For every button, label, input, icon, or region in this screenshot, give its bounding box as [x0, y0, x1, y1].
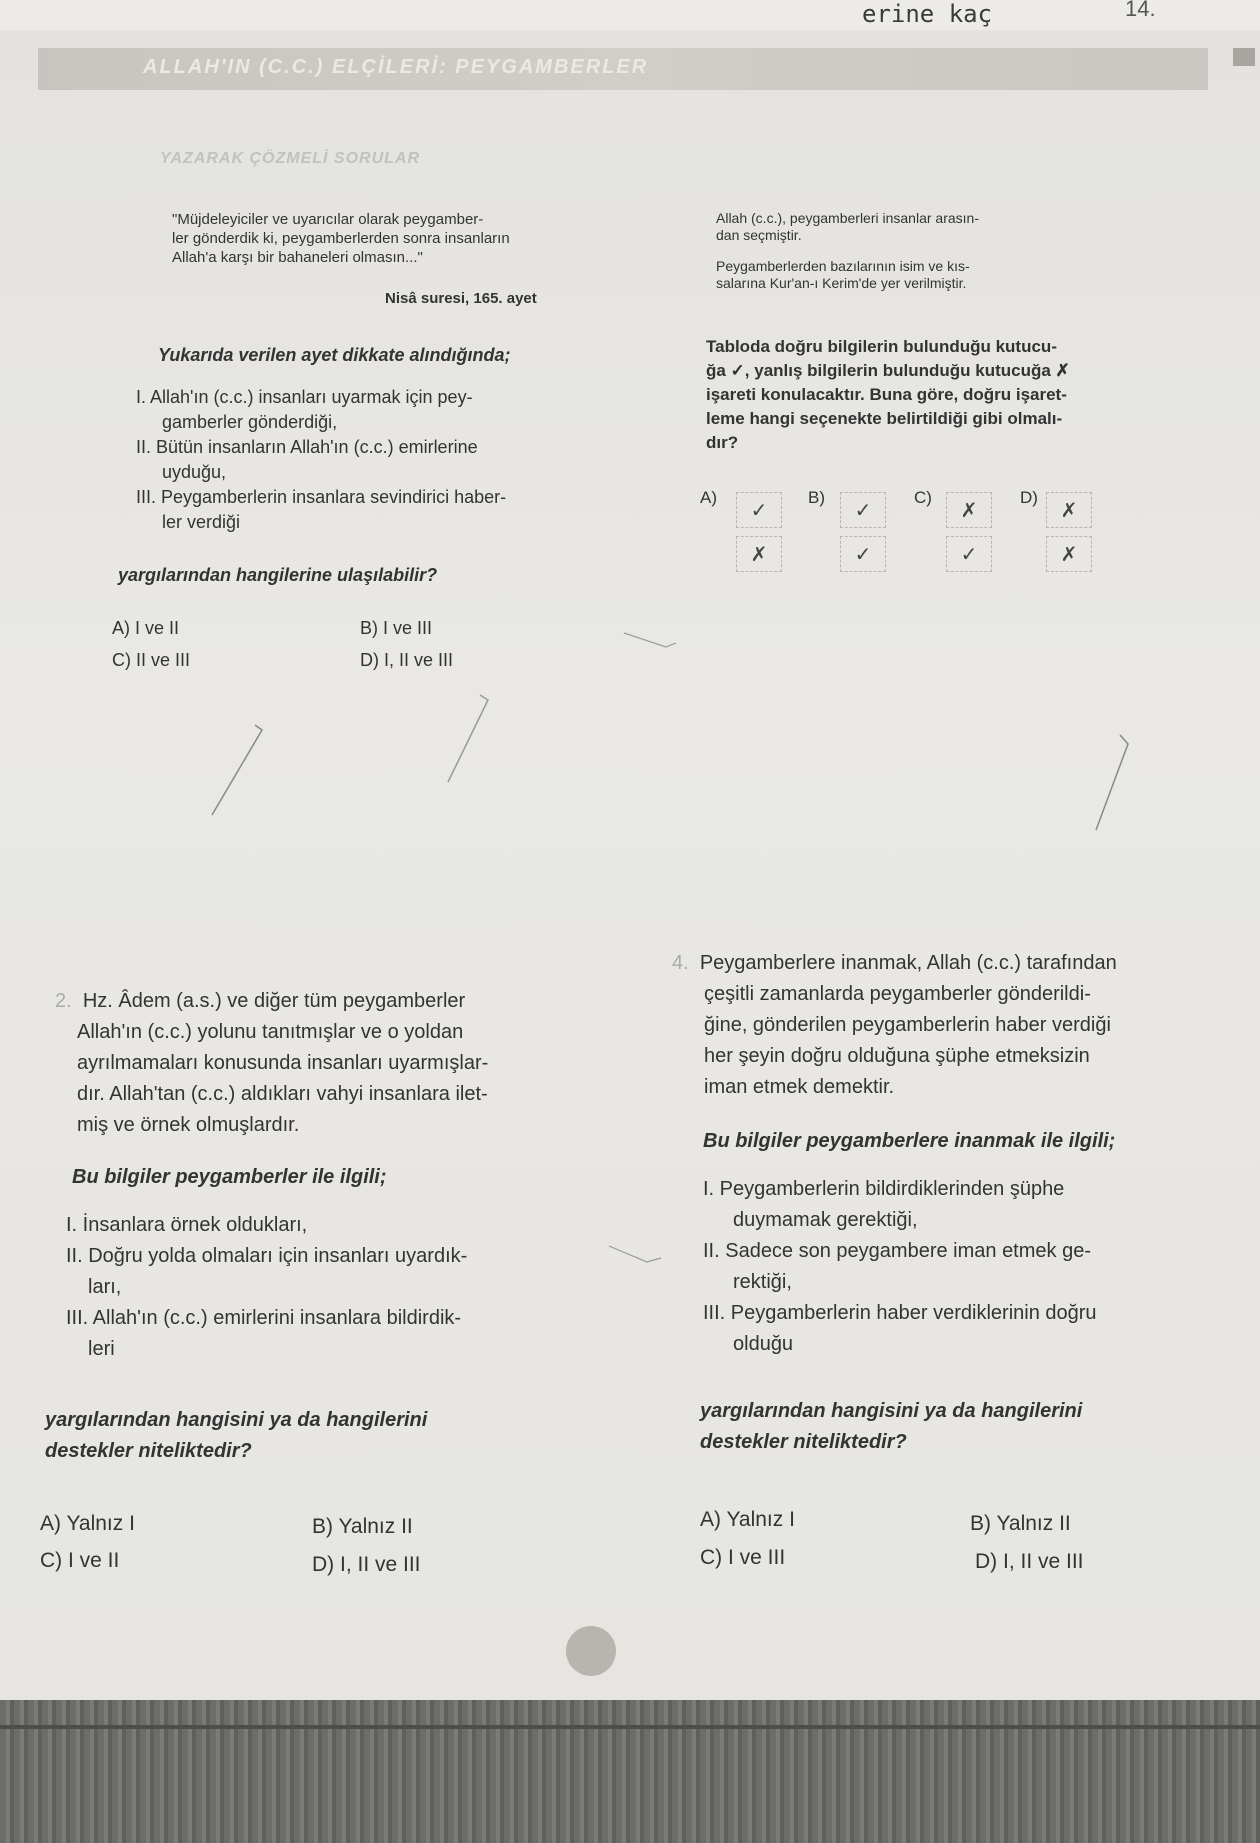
q2-option-a-label[interactable]: A) — [700, 488, 717, 507]
q2-info: Allah (c.c.), peygamberleri insanlar arasın- dan seçmiştir. Peygamberlerden bazılarının isim ve kıs- salarına Kur'an-ı Kerim'de yer verilmiştir. — [716, 210, 979, 291]
q3-question: yargılarından hangisini ya da hangilerini destekler niteliktedir? — [45, 1409, 428, 1462]
page-seal-icon — [566, 1626, 616, 1676]
q4-question: yargılarından hangisini ya da hangilerini destekler niteliktedir? — [700, 1400, 1083, 1453]
q3-option-d[interactable]: D) I, II ve III — [312, 1553, 421, 1576]
q1-statements: I. Allah'ın (c.c.) insanları uyarmak için pey- gamberler gönderdiği, II. Bütün insanların Allah'ın (c.c.) emirlerine uyduğu, III. Peygamberlerin insanlara sevindirici haber- ler verdiği — [136, 387, 507, 532]
pencil-scribble — [1090, 730, 1140, 840]
q1-question: yargılarından hangilerine ulaşılabilir? — [118, 565, 438, 585]
q2-d-top-cell: ✗ — [1046, 492, 1092, 528]
pencil-scribble — [605, 1240, 665, 1270]
handwritten-top-note: erine kaç — [862, 0, 993, 28]
pencil-scribble — [440, 690, 500, 790]
desk-surface — [0, 1700, 1260, 1843]
q4-option-b[interactable]: B) Yalnız II — [970, 1512, 1071, 1535]
q4-option-d[interactable]: D) I, II ve III — [975, 1550, 1084, 1573]
q2-option-d-label[interactable]: D) — [1020, 488, 1038, 507]
q3-option-c[interactable]: C) I ve II — [40, 1549, 120, 1572]
page-number: 14. — [1125, 0, 1156, 21]
paper-edge — [0, 1725, 1260, 1729]
q3-lead: Bu bilgiler peygamberler ile ilgili; — [72, 1166, 387, 1188]
q4-statements: I. Peygamberlerin bildirdiklerinden şüphe duymamak gerektiği, II. Sadece son peygambere iman etmek ge- rektiği, III. Peygamberlerin haber verdiklerinin doğru olduğu — [703, 1178, 1097, 1355]
q2-question: Tabloda doğru bilgilerin bulunduğu kutucu- ğa ✓, yanlış bilgilerin bulunduğu kutucuğa ✗ işareti konulacaktır. Buna göre, doğru işaret- leme hangi seçenekte belirtildiği gibi olmalı- dır? — [706, 337, 1070, 452]
q4-option-c[interactable]: C) I ve III — [700, 1546, 786, 1569]
q2-option-c-label[interactable]: C) — [914, 488, 932, 507]
corner-mark — [1233, 48, 1255, 66]
q4-text: 4. Peygamberlere inanmak, Allah (c.c.) tarafından çeşitli zamanlarda peygamberler gönderildi- ğine, gönderilen peygamberlerin haber verdiği her şeyin doğru olduğuna şüphe etmeksizin iman etmek demektir. — [672, 952, 1117, 1098]
section-banner — [38, 48, 1208, 90]
q1-option-d[interactable]: D) I, II ve III — [360, 650, 454, 670]
q1-option-b[interactable]: B) I ve III — [360, 618, 433, 638]
q2-a-top-cell: ✓ — [736, 492, 782, 528]
q1-lead: Yukarıda verilen ayet dikkate alındığında; — [158, 345, 511, 365]
q2-option-b-label[interactable]: B) — [808, 488, 825, 507]
verse-quote: "Müjdeleyiciler ve uyarıcılar olarak peygamber- ler gönderdik ki, peygamberlerden sonra insanların Allah'a karşı bir bahaneleri olmasın..." — [172, 211, 510, 266]
q4-option-a[interactable]: A) Yalnız I — [700, 1508, 795, 1531]
section-subheading: YAZARAK ÇÖZMELİ SORULAR — [160, 150, 421, 167]
q3-text: 2. Hz. Âdem (a.s.) ve diğer tüm peygamberler Allah'ın (c.c.) yolunu tanıtmışlar ve o yoldan ayrılmamaları konusunda insanları uyarmışlar- dır. Allah'tan (c.c.) aldıkları vahyi insanlara ilet- miş ve örnek olmuşlardır. — [55, 990, 489, 1136]
q2-c-bottom-cell: ✓ — [946, 536, 992, 572]
top-strip — [0, 0, 1260, 30]
q2-b-bottom-cell: ✓ — [840, 536, 886, 572]
q3-option-b[interactable]: B) Yalnız II — [312, 1515, 413, 1538]
q3-option-a[interactable]: A) Yalnız I — [40, 1512, 135, 1535]
q2-c-top-cell: ✗ — [946, 492, 992, 528]
q2-d-bottom-cell: ✗ — [1046, 536, 1092, 572]
q2-b-top-cell: ✓ — [840, 492, 886, 528]
pencil-scribble — [200, 720, 270, 820]
pencil-scribble — [620, 625, 680, 655]
q3-statements: I. İnsanlara örnek oldukları, II. Doğru yolda olmaları için insanları uyardık- ları, III. Allah'ın (c.c.) emirlerini insanlara bildirdik- leri — [66, 1214, 468, 1360]
banner-title: ALLAH'IN (C.C.) ELÇİLERİ: PEYGAMBERLER — [143, 56, 649, 78]
verse-source: Nisâ suresi, 165. ayet — [385, 290, 537, 307]
q1-option-a[interactable]: A) I ve II — [112, 618, 180, 638]
q1-option-c[interactable]: C) II ve III — [112, 650, 191, 670]
q4-lead: Bu bilgiler peygamberlere inanmak ile ilgili; — [703, 1130, 1116, 1152]
q2-a-bottom-cell: ✗ — [736, 536, 782, 572]
